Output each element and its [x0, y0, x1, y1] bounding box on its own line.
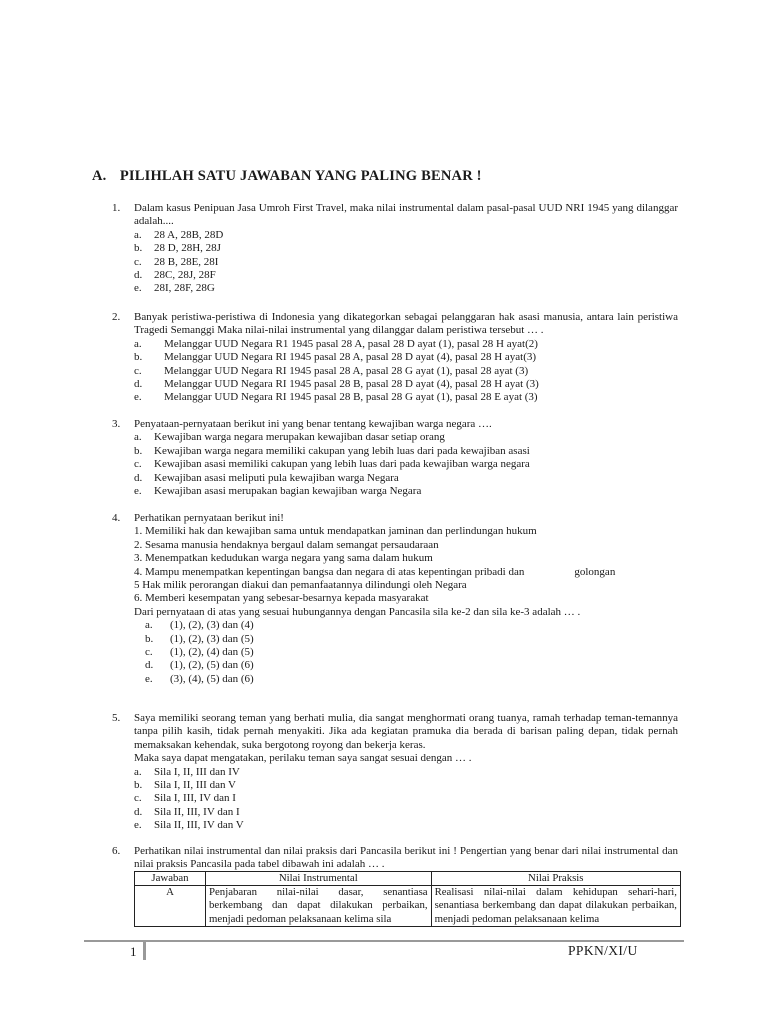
column-header: Nilai Instrumental	[206, 872, 432, 886]
question-2	[112, 311, 678, 405]
question-prompt: Dari pernyataan di atas yang sesuai hubungannya dengan Pancasila sila ke-2 dan sila ke-3 adalah … .	[134, 605, 581, 618]
question-stem: Dalam kasus Penipuan Jasa Umroh First Travel, maka nilai instrumental dalam pasal-pasal UUD NRI 1945 yang dilanggar adalah....	[134, 202, 678, 228]
column-header: Jawaban	[135, 872, 206, 886]
section-title: PILIHLAH SATU JAWABAN YANG PALING BENAR !	[119, 168, 482, 184]
footer-divider	[84, 940, 684, 942]
option-c: c. 28 B, 28E, 28I	[134, 255, 219, 268]
option-d: d. Melanggar UUD Negara RI 1945 pasal 28 B, pasal 28 D ayat (4), pasal 28 H ayat (3)	[134, 378, 539, 391]
section-label: A.	[92, 168, 107, 184]
question-number: 6.	[112, 845, 121, 857]
question-stem: Saya memiliki seorang teman yang berhati mulia, dia sangat menghormati orang tuanya, ramah terhadap teman-temannya tanpa pilih kasih, tidak pernah menyakiti. Jika ada kegiatan pramuka dia berada di barisan paling depan, tidak pernah memaksakan kehendak, suka bergotong royong dan bekerja keras.	[134, 712, 678, 751]
table-row	[135, 886, 681, 927]
option-d: d. (1), (2), (5) dan (6)	[145, 659, 254, 672]
statement-2: 2. Sesama manusia hendaknya bergaul dalam semangat persaudaraan	[134, 538, 439, 551]
question-stem: Penyataan-pernyataan berikut ini yang benar tentang kewajiban warga negara ….	[134, 418, 492, 430]
option-c: c. (1), (2), (4) dan (5)	[145, 646, 254, 659]
option-c: c. Kewajiban asasi memiliki cakupan yang lebih luas dari pada kewajiban warga negara	[134, 458, 530, 471]
question-prompt: Maka saya dapat mengatakan, perilaku teman saya sangat sesuai dengan … .	[134, 752, 472, 765]
option-c: c. Melanggar UUD Negara RI 1945 pasal 28 A, pasal 28 G ayat (1), pasal 28 ayat (3)	[134, 364, 529, 377]
question-number: 2.	[112, 311, 121, 323]
table-cell: A	[135, 886, 206, 927]
option-e: e. Kewajiban asasi merupakan bagian kewajiban warga Negara	[134, 485, 422, 498]
values-table	[134, 871, 681, 927]
footer-page-separator	[143, 942, 146, 960]
options-list	[145, 619, 678, 686]
option-d: d. Kewajiban asasi meliputi pula kewajiban warga Negara	[134, 471, 399, 484]
options-list	[134, 766, 678, 833]
question-number: 4.	[112, 512, 121, 524]
question-stem: Banyak peristiwa-peristiwa di Indonesia yang dikategorkan sebagai pelanggaran hak asasi manusia, antara lain peristiwa Tragedi Semanggi Maka nilai-nilai instrumental yang dilanggar dalam peristiwa tersebut … .	[134, 311, 678, 337]
column-header: Nilai Praksis	[431, 872, 680, 886]
option-b: b. Melanggar UUD Negara RI 1945 pasal 28 A, pasal 28 D ayat (4), pasal 28 H ayat(3)	[134, 351, 537, 364]
question-number: 3.	[112, 418, 121, 430]
section-heading	[92, 168, 482, 185]
question-stem: Perhatikan pernyataan berikut ini!	[134, 512, 284, 524]
options-list	[134, 431, 678, 498]
option-a: a. (1), (2), (3) dan (4)	[145, 619, 254, 632]
question-number: 1.	[112, 202, 121, 214]
option-e: e. Melanggar UUD Negara RI 1945 pasal 28 B, pasal 28 G ayat (1), pasal 28 E ayat (3)	[134, 391, 538, 404]
question-6	[112, 845, 678, 872]
statement-5: 5 Hak milik perorangan diakui dan pemanfaatannya dilindungi oleh Negara	[134, 579, 467, 592]
question-5	[112, 712, 678, 833]
question-3	[112, 418, 678, 498]
statement-1: 1. Memiliki hak dan kewajiban sama untuk mendapatkan jaminan dan perlindungan hukum	[134, 525, 537, 538]
footer-code: PPKN/XI/U	[568, 943, 638, 958]
option-b: b. (1), (2), (3) dan (5)	[145, 632, 254, 645]
option-b: b. 28 D, 28H, 28J	[134, 242, 221, 255]
option-a: a. Melanggar UUD Negara R1 1945 pasal 28 A, pasal 28 D ayat (1), pasal 28 H ayat(2)	[134, 337, 538, 350]
question-number: 5.	[112, 712, 121, 724]
option-e: e. (3), (4), (5) dan (6)	[145, 672, 254, 685]
question-1	[112, 202, 678, 296]
option-c: c. Sila I, III, IV dan I	[134, 792, 236, 805]
table-cell: Penjabaran nilai-nilai dasar, senantiasa berkembang dan dapat dilakukan perbaikan, menjadi pedoman pelaksanaan kelima sila	[206, 886, 432, 927]
options-list	[134, 338, 678, 405]
option-d: d. 28C, 28J, 28F	[134, 269, 216, 282]
option-a: a. 28 A, 28B, 28D	[134, 228, 224, 241]
option-e: e. 28I, 28F, 28G	[134, 282, 215, 295]
option-b: b. Sila I, II, III dan V	[134, 779, 236, 792]
statement-6: 6. Memberi kesempatan yang sebesar-besarnya kepada masyarakat	[134, 592, 429, 605]
option-d: d. Sila II, III, IV dan I	[134, 805, 240, 818]
option-a: a. Kewajiban warga negara merupakan kewajiban dasar setiap orang	[134, 431, 445, 444]
question-stem: Perhatikan nilai instrumental dan nilai praksis dari Pancasila berikut ini ! Pengertian yang benar dari nilai instrumental dan nilai praksis Pancasila pada tabel dibawah ini adalah … .	[134, 845, 678, 871]
statement-4: 4. Mampu menempatkan kepentingan bangsa dan negara di atas kepentingan pribadi dan golongan	[134, 565, 616, 578]
table-cell: Realisasi nilai-nilai dalam kehidupan sehari-hari, senantiasa berkembang dan dapat dilakukan perbaikan, menjadi pedoman pelaksanaan kelima	[431, 886, 680, 927]
option-b: b. Kewajiban warga negara memiliki cakupan yang lebih luas dari pada kewajiban asasi	[134, 444, 530, 457]
options-list	[134, 229, 678, 296]
question-4	[112, 512, 678, 686]
statement-3: 3. Menempatkan kedudukan warga negara yang sama dalam hukum	[134, 552, 433, 565]
table-header-row	[135, 872, 681, 886]
page-number: 1	[130, 944, 137, 959]
option-a: a. Sila I, II, III dan IV	[134, 765, 240, 778]
option-e: e. Sila II, III, IV dan V	[134, 819, 244, 832]
